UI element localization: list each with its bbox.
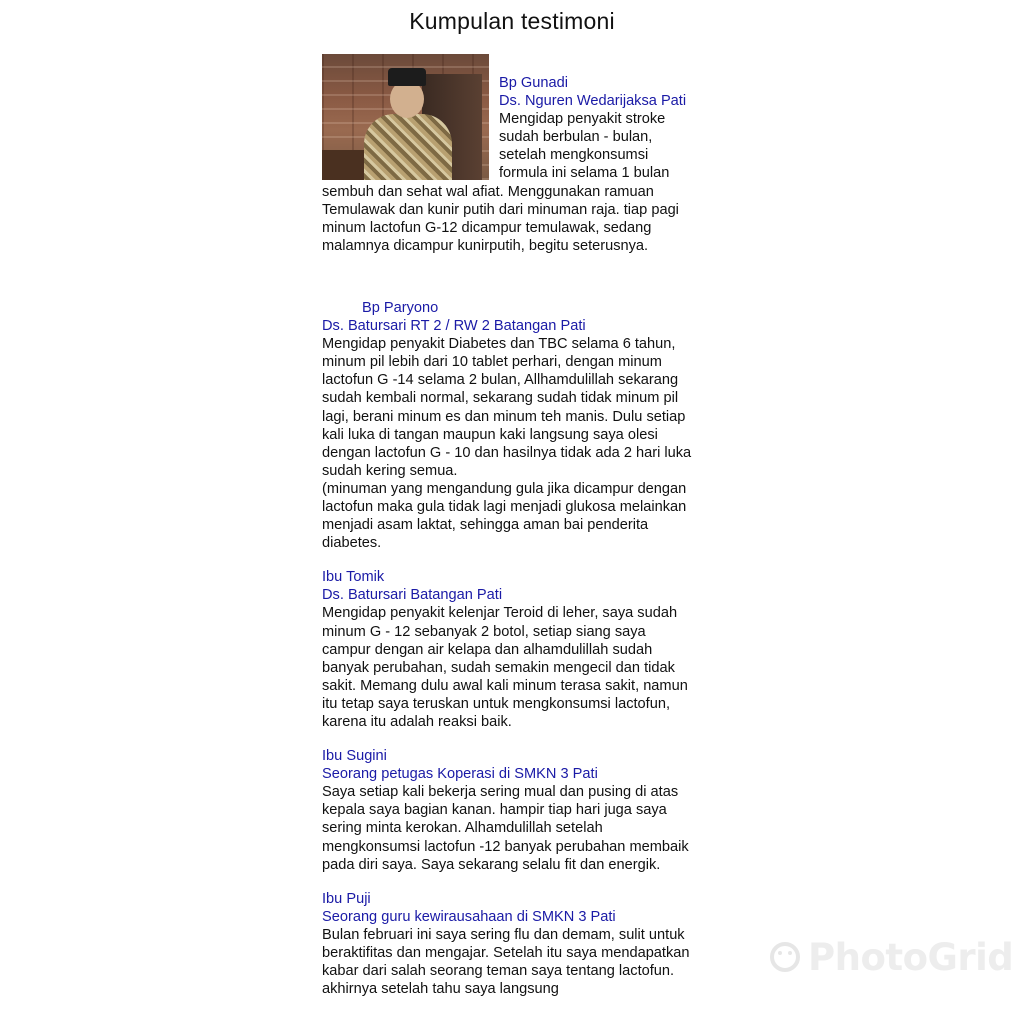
testimonial-item (322, 747, 698, 874)
testimonial-name: Bp Paryono (362, 299, 439, 316)
testimonial-item (322, 54, 698, 255)
testimonial-name: Ibu Sugini (322, 748, 387, 765)
testimonial-list (322, 54, 698, 998)
testimonial-text: Mengidap penyakit kelenjar Teroid di leher, saya sudah minum G - 12 sebanyak 2 botol, setiap siang saya campur dengan air kelapa dan alhamdulillah sudah banyak perubahan, sudah semakin mengecil dan tidak sakit. Memang dulu awal kali minum terasa sakit, namun itu tetap saya teruskan untuk mengkonsumsi lactofun, karena itu adalah reaksi baik. (322, 605, 688, 730)
testimonial-place: Ds. Nguren Wedarijaksa Pati (499, 93, 687, 110)
photogrid-logo-icon (770, 942, 800, 972)
testimonial-text: Mengidap penyakit stroke sudah berbulan - bulan, setelah mengkonsumsi formula ini selama 1 bulan sembuh dan sehat wal afiat. Menggunakan ramuan Temulawak dan kunir putih dari minuman raja. tiap pagi minum lactofun G-12 dicampur temulawak, sedang malamnya dicampur kunirputih, begitu seterusnya. (322, 111, 679, 254)
testimonial-photo (322, 54, 489, 180)
testimonial-place: Seorang guru kewirausahaan di SMKN 3 Pati (322, 908, 616, 925)
testimonial-text: Bulan februari ini saya sering flu dan demam, sulit untuk beraktifitas dan mengajar. Setelah itu saya mendapatkan kabar dari salah seorang teman saya tentang lactofun. akhirnya setelah tahu saya langsung (322, 926, 690, 998)
testimonial-place: Ds. Batursari RT 2 / RW 2 Batangan Pati (322, 318, 586, 335)
testimonial-name: Ibu Puji (322, 890, 371, 907)
testimonial-item (322, 299, 698, 552)
testimonial-text: Saya setiap kali bekerja sering mual dan pusing di atas kepala saya bagian kanan. hampir tiap hari juga saya sering minta kerokan. Alhamdulillah setelah mengkonsumsi lactofun -12 banyak perubahan membaik pada diri saya. Saya sekarang selalu fit dan energik. (322, 784, 689, 873)
testimonial-name: Ibu Tomik (322, 569, 385, 586)
testimonial-name: Bp Gunadi (499, 75, 568, 91)
testimonial-text: Mengidap penyakit Diabetes dan TBC selama 6 tahun, minum pil lebih dari 10 tablet perhari, dengan minum lactofun G -14 selama 2 bulan, Allhamdulillah sekarang sudah kembali normal, sekarang sudah tidak minum pil lagi, berani minum es dan minum teh manis. Dulu setiap kali luka di tangan maupun kaki langsung saya olesi dengan lactofun G - 10 dan hasilnya tidak ada 2 hari luka sudah kering semua. (322, 336, 692, 479)
page-title: Kumpulan testimoni (409, 8, 615, 34)
photogrid-watermark (770, 933, 1013, 981)
testimonial-note: (minuman yang mengandung gula jika dicampur dengan lactofun maka gula tidak lagi menjadi glukosa melainkan menjadi asam laktat, sehingga aman bai penderita diabetes. (322, 480, 687, 552)
watermark-text: PhotoGrid (808, 935, 1014, 979)
testimonial-item (322, 568, 698, 731)
testimonial-item (322, 890, 698, 999)
testimonial-place: Ds. Batursari Batangan Pati (322, 587, 503, 604)
testimonial-place: Seorang petugas Koperasi di SMKN 3 Pati (322, 766, 598, 783)
